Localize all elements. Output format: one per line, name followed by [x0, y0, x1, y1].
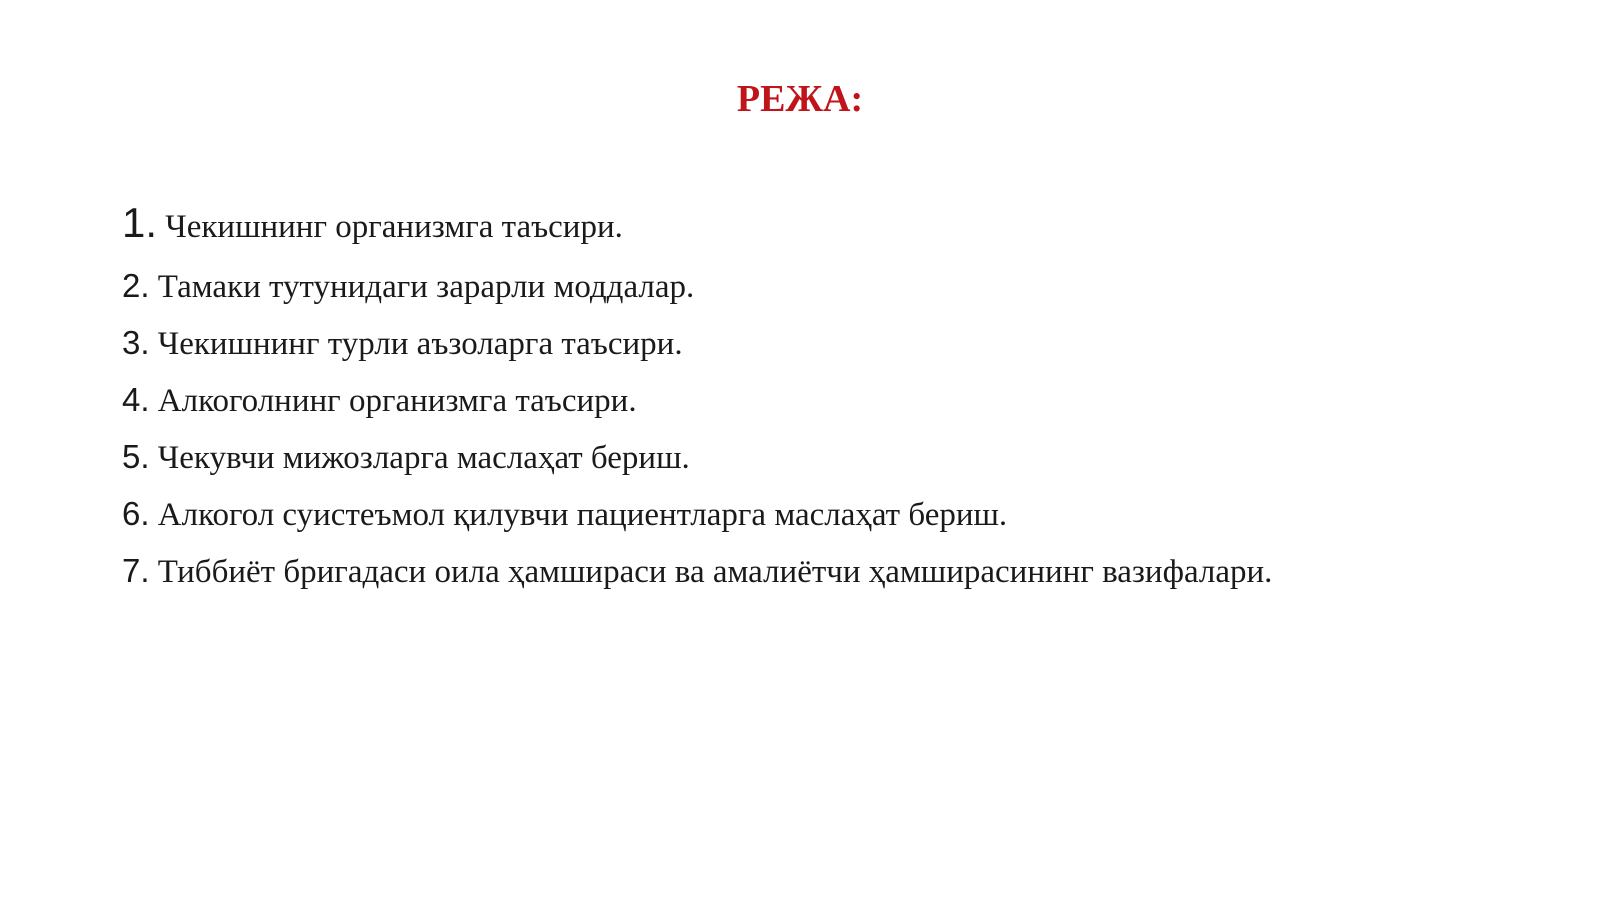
plan-item-text: Чекувчи мижозларга маслаҳат бериш.: [149, 440, 690, 476]
plan-item-number: 3.: [122, 324, 150, 361]
slide-title: РЕЖА:: [736, 78, 864, 120]
plan-item-6: [122, 486, 1272, 543]
plan-item-number: 2.: [122, 267, 150, 304]
plan-item-4: [122, 372, 1272, 429]
plan-list: [122, 192, 1272, 600]
plan-item-text: Тиббиёт бригадаси оила ҳамшираси ва амалиётчи ҳамширасининг вазифалари.: [149, 554, 1273, 590]
plan-item-number: 7.: [122, 552, 150, 589]
plan-item-3: [122, 315, 1272, 372]
plan-item-text: Тамаки тутунидаги зарарли моддалар.: [149, 269, 695, 305]
plan-item-number: 1.: [122, 199, 158, 246]
plan-item-number: 5.: [122, 438, 150, 475]
plan-item-5: [122, 429, 1272, 486]
plan-item-text: Алкогол суистеъмол қилувчи пациентларга маслаҳат бериш.: [149, 497, 1008, 533]
plan-item-2: [122, 258, 1272, 315]
plan-item-text: Чекишнинг организмга таъсири.: [157, 209, 623, 245]
plan-item-text: Алкоголнинг организмга таъсири.: [149, 383, 637, 419]
plan-item-7: [122, 543, 1272, 600]
plan-item-1: [122, 192, 1272, 258]
plan-item-number: 6.: [122, 495, 150, 532]
plan-item-text: Чекишнинг турли аъзоларга таъсири.: [149, 326, 683, 362]
plan-item-number: 4.: [122, 381, 150, 418]
